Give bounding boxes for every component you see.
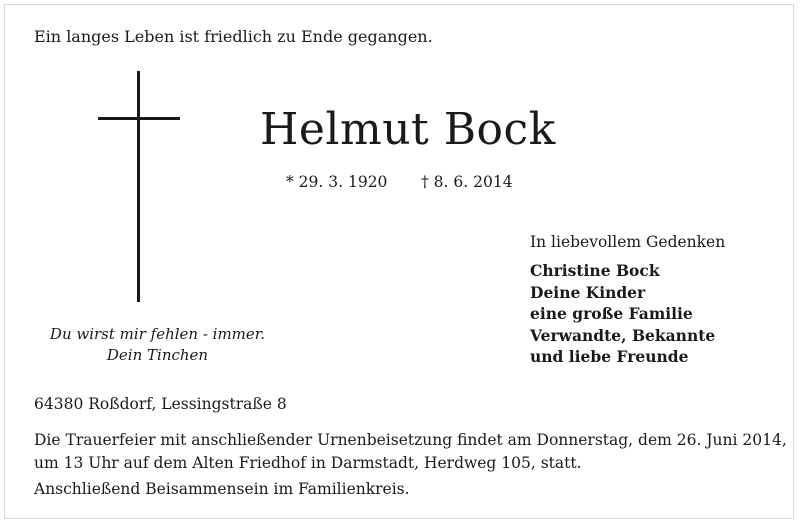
personal-quote xyxy=(40,324,275,366)
address: 64380 Roßdorf, Lessingstraße 8 xyxy=(34,395,287,413)
remembrance-heading: In liebevollem Gedenken xyxy=(530,233,726,251)
mourner-entry: Christine Bock xyxy=(530,261,660,280)
quote-signature: Dein Tinchen xyxy=(106,346,209,364)
mourner-entry: eine große Familie xyxy=(530,304,693,323)
quote-line: Du wirst mir fehlen - immer. xyxy=(49,325,266,343)
ceremony-info xyxy=(34,429,787,474)
mourner-entry: und liebe Freunde xyxy=(530,347,689,366)
intro-text: Ein langes Leben ist friedlich zu Ende gegangen. xyxy=(34,27,433,46)
cross-horizontal-bar xyxy=(98,117,180,120)
ceremony-line: Die Trauerfeier mit anschließender Urnenbeisetzung findet am Donnerstag, dem 26. Juni 2014, xyxy=(34,431,787,449)
closing-text: Anschließend Beisammensein im Familienkreis. xyxy=(34,480,410,498)
deceased-name: Helmut Bock xyxy=(260,104,556,155)
ceremony-line: um 13 Uhr auf dem Alten Friedhof in Darmstadt, Herdweg 105, statt. xyxy=(34,453,582,472)
cross-vertical-bar xyxy=(137,71,140,302)
mourners-list xyxy=(530,260,715,368)
birth-date: * 29. 3. 1920 xyxy=(286,173,388,191)
death-date: † 8. 6. 2014 xyxy=(421,173,513,191)
mourner-entry: Verwandte, Bekannte xyxy=(530,325,716,345)
mourner-entry: Deine Kinder xyxy=(530,282,646,302)
